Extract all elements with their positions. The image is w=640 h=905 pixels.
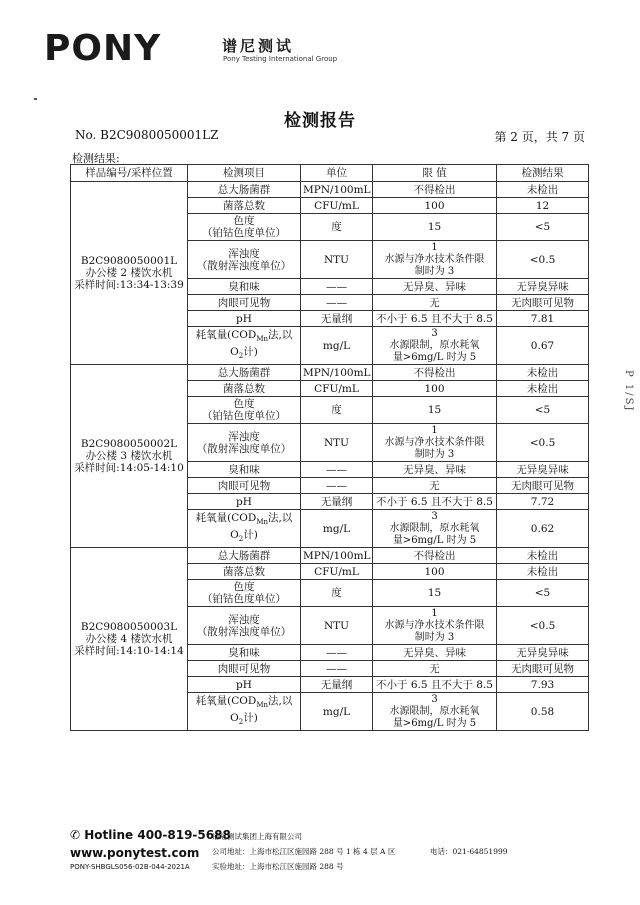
limit-cell bbox=[373, 661, 497, 677]
item-name-line: 浑浊度 bbox=[228, 430, 260, 443]
item-cell bbox=[188, 693, 301, 731]
limit-cell bbox=[373, 198, 497, 214]
sample-time: 采样时间:14:05-14:10 bbox=[74, 462, 184, 474]
item-name-part: 法,以 bbox=[268, 695, 293, 708]
limit-line: 不得检出 bbox=[413, 366, 456, 379]
item-cell bbox=[188, 327, 301, 365]
unit-cell: —— bbox=[301, 478, 373, 494]
item-name-line: （散射浑浊度单位） bbox=[196, 442, 292, 455]
item-cell bbox=[188, 510, 301, 548]
limit-line: 制时为 3 bbox=[414, 448, 455, 460]
limit-line: 无异臭、异味 bbox=[403, 463, 466, 476]
limit-line: 量>6mg/L 时为 5 bbox=[392, 717, 477, 729]
item-name-subscript: Mn bbox=[256, 518, 268, 527]
limit-line: 15 bbox=[427, 587, 442, 599]
unit-cell: —— bbox=[301, 279, 373, 295]
item-name-line: 色度 bbox=[233, 581, 255, 593]
item-cell bbox=[188, 397, 301, 424]
item-name-part: 法,以 bbox=[268, 329, 293, 342]
unit-cell: 度 bbox=[301, 397, 373, 424]
logo-chinese-name: 谱尼测试 bbox=[222, 37, 295, 55]
limit-cell bbox=[373, 397, 497, 424]
result-cell: 未检出 bbox=[497, 381, 589, 397]
item-cell: pH bbox=[188, 494, 301, 510]
scan-mark bbox=[34, 98, 37, 100]
unit-cell: NTU bbox=[301, 424, 373, 462]
phone-circle-icon: ✆ bbox=[70, 828, 85, 842]
unit-cell: 无量纲 bbox=[301, 494, 373, 510]
document-code: PONY-SHBGLS056-02B-044-2021A bbox=[70, 863, 190, 871]
item-name-line: （散射浑浊度单位） bbox=[196, 625, 292, 638]
limit-line: 无 bbox=[429, 479, 440, 492]
result-cell: 无异臭异味 bbox=[497, 462, 589, 478]
item-name-part: 法,以 bbox=[268, 512, 293, 525]
unit-cell: —— bbox=[301, 295, 373, 311]
result-cell: <0.5 bbox=[497, 424, 589, 462]
item-cell: 臭和味 bbox=[188, 645, 301, 661]
company-address: 公司地址：上海市松江区施园路 288 号 1 栋 4 层 A 区 bbox=[212, 847, 396, 856]
item-cell: 肉眼可见物 bbox=[188, 295, 301, 311]
item-name-line: 色度 bbox=[233, 215, 255, 227]
sample-cell bbox=[71, 365, 188, 548]
result-cell: <5 bbox=[497, 397, 589, 424]
limit-cell bbox=[373, 381, 497, 397]
item-name-part: 耗氧量(COD bbox=[195, 512, 257, 525]
item-name-part: O bbox=[230, 711, 239, 724]
limit-line: 3 bbox=[431, 510, 438, 522]
lab-address: 实验地址：上海市松江区施园路 288 号 bbox=[212, 862, 344, 871]
limit-cell bbox=[373, 424, 497, 462]
limit-line: 无 bbox=[429, 296, 440, 309]
item-name-line bbox=[190, 329, 298, 345]
report-title: 检测报告 bbox=[284, 111, 356, 131]
item-cell: 臭和味 bbox=[188, 279, 301, 295]
unit-cell: —— bbox=[301, 661, 373, 677]
limit-cell bbox=[373, 510, 497, 548]
item-name-line bbox=[190, 529, 298, 545]
limit-cell bbox=[373, 693, 497, 731]
result-cell: 7.81 bbox=[497, 311, 589, 327]
result-cell: 无肉眼可见物 bbox=[497, 478, 589, 494]
header-limit: 限 值 bbox=[373, 165, 497, 182]
limit-cell bbox=[373, 311, 497, 327]
limit-cell bbox=[373, 677, 497, 693]
item-cell bbox=[188, 607, 301, 645]
item-name-subscript: 2 bbox=[238, 717, 244, 726]
limit-cell bbox=[373, 327, 497, 365]
item-cell: 总大肠菌群 bbox=[188, 365, 301, 381]
unit-cell: NTU bbox=[301, 607, 373, 645]
unit-cell: NTU bbox=[301, 241, 373, 279]
limit-line: 3 bbox=[431, 327, 438, 339]
limit-cell bbox=[373, 645, 497, 661]
unit-cell: mg/L bbox=[301, 693, 373, 731]
hotline-text: Hotline 400-819-5688 bbox=[84, 828, 231, 842]
limit-cell bbox=[373, 279, 497, 295]
item-name-line: （铂钴色度单位） bbox=[202, 410, 286, 422]
limit-line: 水源限制，原水耗氧 bbox=[389, 705, 480, 717]
unit-cell: MPN/100mL bbox=[301, 548, 373, 564]
limit-line: 100 bbox=[424, 382, 445, 395]
item-cell: 总大肠菌群 bbox=[188, 548, 301, 564]
limit-line: 不得检出 bbox=[413, 549, 456, 562]
result-cell: 未检出 bbox=[497, 548, 589, 564]
limit-line: 100 bbox=[424, 565, 445, 578]
table-row bbox=[71, 365, 589, 381]
limit-cell bbox=[373, 214, 497, 241]
item-cell bbox=[188, 580, 301, 607]
result-cell: 7.93 bbox=[497, 677, 589, 693]
results-label: 检测结果: bbox=[72, 152, 120, 165]
limit-line: 水源限制，原水耗氧 bbox=[389, 522, 480, 534]
sample-cell bbox=[71, 182, 188, 365]
header-item: 检测项目 bbox=[188, 165, 301, 182]
sample-time: 采样时间:13:34-13:39 bbox=[74, 279, 184, 291]
limit-line: 不得检出 bbox=[413, 183, 456, 196]
limit-line: 1 bbox=[431, 607, 438, 619]
unit-cell: —— bbox=[301, 645, 373, 661]
limit-line: 水源与净水技术条件限 bbox=[384, 436, 485, 448]
limit-cell bbox=[373, 182, 497, 198]
sample-location: 办公楼 3 楼饮水机 bbox=[85, 450, 173, 462]
margin-note: P 1/SJ bbox=[623, 370, 634, 413]
item-cell bbox=[188, 214, 301, 241]
limit-cell bbox=[373, 548, 497, 564]
result-cell: 0.62 bbox=[497, 510, 589, 548]
result-cell: 未检出 bbox=[497, 564, 589, 580]
limit-cell bbox=[373, 241, 497, 279]
sample-time: 采样时间:14:10-14:14 bbox=[74, 645, 184, 657]
footer-company: 谱尼测试集团上海有限公司 bbox=[212, 832, 302, 841]
item-cell: 菌落总数 bbox=[188, 564, 301, 580]
sample-id: B2C9080050001L bbox=[80, 255, 178, 267]
result-cell: 无异臭异味 bbox=[497, 645, 589, 661]
logo-english-name: Pony Testing International Group bbox=[223, 55, 338, 63]
unit-cell: CFU/mL bbox=[301, 198, 373, 214]
unit-cell: 无量纲 bbox=[301, 311, 373, 327]
limit-line: 水源限制，原水耗氧 bbox=[389, 339, 480, 351]
limit-line: 制时为 3 bbox=[414, 631, 455, 643]
unit-cell: 无量纲 bbox=[301, 677, 373, 693]
item-name-line: （散射浑浊度单位） bbox=[196, 259, 292, 272]
item-cell: pH bbox=[188, 311, 301, 327]
item-name-line: 浑浊度 bbox=[228, 247, 260, 260]
limit-cell bbox=[373, 462, 497, 478]
limit-line: 不小于 6.5 且不大于 8.5 bbox=[376, 678, 493, 691]
limit-line: 水源与净水技术条件限 bbox=[384, 253, 485, 265]
limit-line: 3 bbox=[431, 693, 438, 705]
result-cell: 无肉眼可见物 bbox=[497, 661, 589, 677]
limit-line: 15 bbox=[427, 221, 442, 233]
company-logo bbox=[44, 28, 338, 69]
unit-cell: MPN/100mL bbox=[301, 182, 373, 198]
item-cell: 总大肠菌群 bbox=[188, 182, 301, 198]
footer bbox=[70, 826, 590, 896]
item-cell: 肉眼可见物 bbox=[188, 661, 301, 677]
item-name-part: 计) bbox=[243, 711, 258, 724]
item-name-line bbox=[190, 695, 298, 711]
limit-line: 无 bbox=[429, 662, 440, 675]
limit-line: 不小于 6.5 且不大于 8.5 bbox=[376, 312, 493, 325]
limit-line: 无异臭、异味 bbox=[403, 646, 466, 659]
item-name-line: 浑浊度 bbox=[228, 613, 260, 626]
limit-line: 100 bbox=[424, 199, 445, 212]
limit-line: 1 bbox=[431, 241, 438, 253]
unit-cell: mg/L bbox=[301, 510, 373, 548]
limit-cell bbox=[373, 494, 497, 510]
item-name-subscript: Mn bbox=[256, 335, 268, 344]
limit-line: 无异臭、异味 bbox=[403, 280, 466, 293]
limit-cell bbox=[373, 580, 497, 607]
result-cell: 12 bbox=[497, 198, 589, 214]
limit-line: 水源与净水技术条件限 bbox=[384, 619, 485, 631]
results-table bbox=[70, 164, 589, 731]
item-name-subscript: Mn bbox=[256, 701, 268, 710]
unit-cell: 度 bbox=[301, 580, 373, 607]
unit-cell: 度 bbox=[301, 214, 373, 241]
sample-location: 办公楼 2 楼饮水机 bbox=[85, 267, 173, 279]
item-cell: 菌落总数 bbox=[188, 381, 301, 397]
limit-line: 15 bbox=[427, 404, 442, 416]
table-body bbox=[71, 182, 589, 731]
header-result: 检测结果 bbox=[497, 165, 589, 182]
unit-cell: CFU/mL bbox=[301, 564, 373, 580]
header-unit: 单位 bbox=[301, 165, 373, 182]
item-name-subscript: 2 bbox=[238, 351, 244, 360]
limit-cell bbox=[373, 564, 497, 580]
limit-cell bbox=[373, 295, 497, 311]
logo-wordmark: PONY bbox=[44, 28, 162, 69]
item-name-part: 计) bbox=[243, 528, 258, 541]
item-name-part: 耗氧量(COD bbox=[195, 329, 257, 342]
sample-id: B2C9080050002L bbox=[80, 438, 178, 450]
website: www.ponytest.com bbox=[70, 846, 200, 860]
result-cell: 无异臭异味 bbox=[497, 279, 589, 295]
limit-line: 1 bbox=[431, 424, 438, 436]
item-name-part: O bbox=[230, 528, 239, 541]
item-cell: pH bbox=[188, 677, 301, 693]
table-row bbox=[71, 182, 589, 198]
result-cell: 0.67 bbox=[497, 327, 589, 365]
unit-cell: mg/L bbox=[301, 327, 373, 365]
hotline bbox=[70, 828, 231, 842]
result-cell: 0.58 bbox=[497, 693, 589, 731]
unit-cell: CFU/mL bbox=[301, 381, 373, 397]
report-number: No. B2C9080050001LZ bbox=[75, 128, 219, 142]
limit-line: 量>6mg/L 时为 5 bbox=[392, 534, 477, 546]
limit-line: 不小于 6.5 且不大于 8.5 bbox=[376, 495, 493, 508]
item-name-line bbox=[190, 712, 298, 728]
header-sample: 样品编号/采样位置 bbox=[71, 165, 188, 182]
company-phone: 电话：021-64851999 bbox=[430, 847, 508, 856]
item-name-line bbox=[190, 346, 298, 362]
result-cell: <0.5 bbox=[497, 607, 589, 645]
limit-cell bbox=[373, 478, 497, 494]
item-cell bbox=[188, 424, 301, 462]
item-cell: 菌落总数 bbox=[188, 198, 301, 214]
item-name-part: 计) bbox=[243, 345, 258, 358]
result-cell: <5 bbox=[497, 214, 589, 241]
item-cell bbox=[188, 241, 301, 279]
item-name-subscript: 2 bbox=[238, 534, 244, 543]
limit-cell bbox=[373, 607, 497, 645]
item-name-part: O bbox=[230, 345, 239, 358]
result-cell: 未检出 bbox=[497, 182, 589, 198]
result-cell: 无肉眼可见物 bbox=[497, 295, 589, 311]
item-name-part: 耗氧量(COD bbox=[195, 695, 257, 708]
item-cell: 肉眼可见物 bbox=[188, 478, 301, 494]
limit-cell bbox=[373, 365, 497, 381]
item-name-line bbox=[190, 512, 298, 528]
item-name-line: （铂钴色度单位） bbox=[202, 593, 286, 605]
table-header-row bbox=[71, 165, 589, 182]
sample-cell bbox=[71, 548, 188, 731]
limit-line: 量>6mg/L 时为 5 bbox=[392, 351, 477, 363]
item-cell: 臭和味 bbox=[188, 462, 301, 478]
unit-cell: —— bbox=[301, 462, 373, 478]
sample-id: B2C9080050003L bbox=[80, 621, 178, 633]
item-name-line: 色度 bbox=[233, 398, 255, 410]
sample-location: 办公楼 4 楼饮水机 bbox=[85, 633, 173, 645]
page-info: 第 2 页，共 7 页 bbox=[494, 130, 585, 144]
unit-cell: MPN/100mL bbox=[301, 365, 373, 381]
limit-line: 制时为 3 bbox=[414, 265, 455, 277]
result-cell: 未检出 bbox=[497, 365, 589, 381]
item-name-line: （铂钴色度单位） bbox=[202, 227, 286, 239]
result-cell: 7.72 bbox=[497, 494, 589, 510]
table-row bbox=[71, 548, 589, 564]
result-cell: <0.5 bbox=[497, 241, 589, 279]
result-cell: <5 bbox=[497, 580, 589, 607]
